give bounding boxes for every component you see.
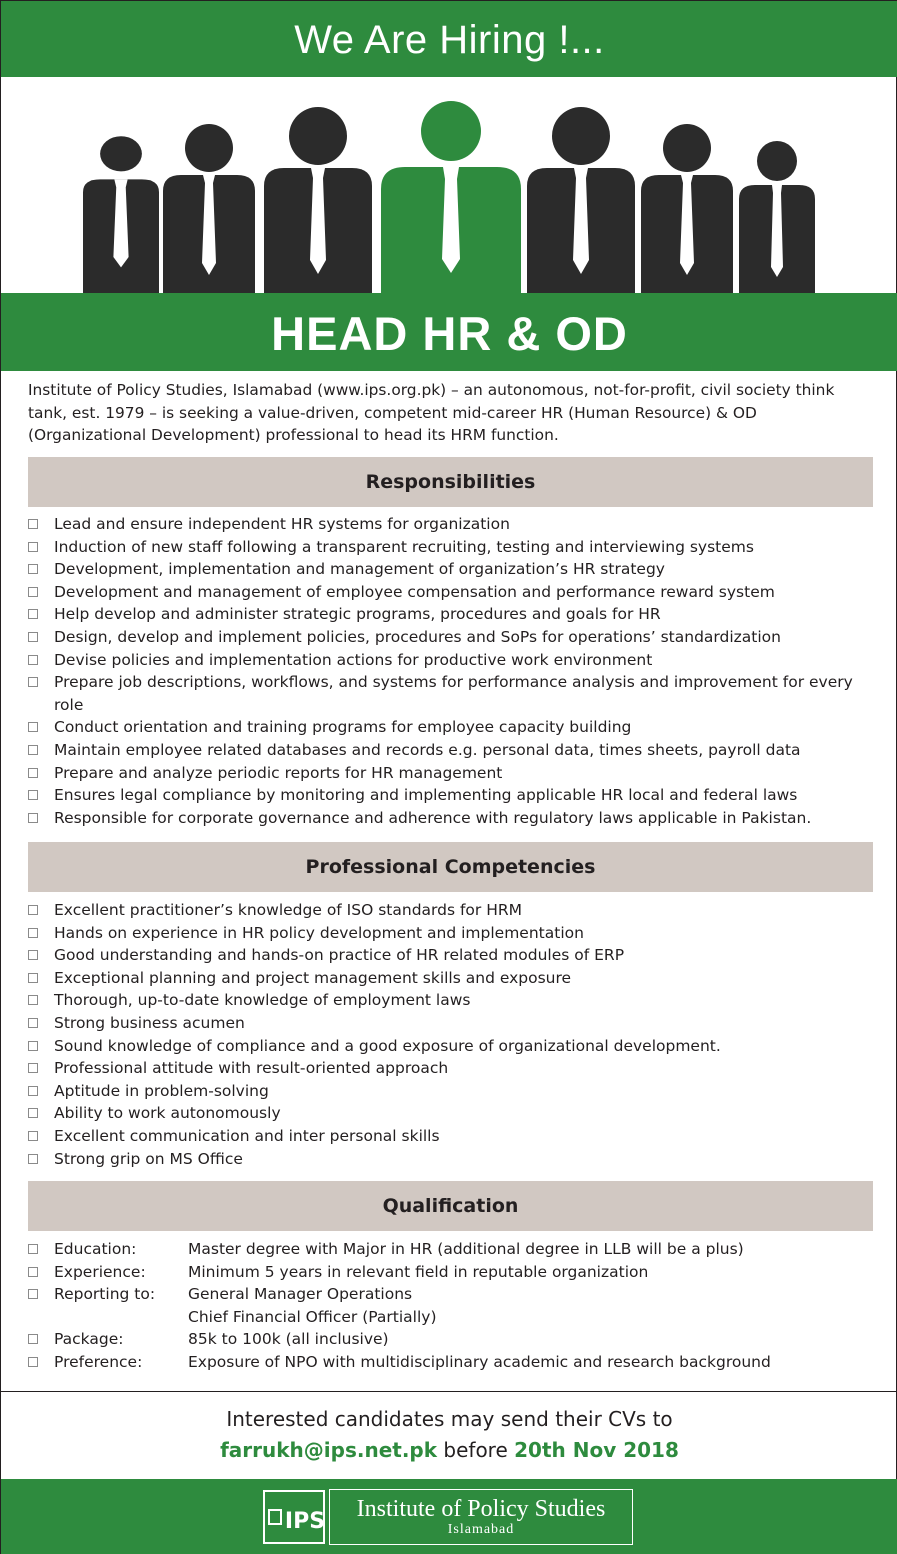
checkbox-icon bbox=[28, 1267, 38, 1277]
list-item: Thorough, up-to-date knowledge of employment laws bbox=[28, 989, 873, 1012]
checkbox-icon bbox=[28, 790, 38, 800]
org-logo bbox=[329, 1489, 633, 1545]
list-item: Good understanding and hands-on practice of HR related modules of ERP bbox=[28, 944, 873, 967]
person-icon bbox=[264, 107, 372, 296]
list-item: Hands on experience in HR policy development and implementation bbox=[28, 922, 873, 945]
list-item bbox=[28, 1238, 873, 1261]
list-item bbox=[28, 1283, 873, 1328]
person-icon bbox=[83, 136, 159, 293]
person-icon bbox=[739, 141, 815, 296]
list-item: Professional attitude with result-oriented approach bbox=[28, 1057, 873, 1080]
list-item: Prepare and analyze periodic reports for HR management bbox=[28, 762, 873, 785]
org-name: Institute of Policy Studies bbox=[356, 1496, 606, 1522]
checkbox-icon bbox=[28, 905, 38, 915]
qualification-value: Exposure of NPO with multidisciplinary academic and research background bbox=[188, 1352, 771, 1371]
checkbox-icon bbox=[28, 1041, 38, 1051]
cta-connector: before bbox=[437, 1438, 515, 1462]
checkbox-icon bbox=[28, 1334, 38, 1344]
list-item: Responsible for corporate governance and adherence with regulatory laws applicable in Pakistan. bbox=[28, 807, 873, 830]
competencies-list bbox=[28, 899, 873, 1170]
checkbox-icon bbox=[28, 722, 38, 732]
checkbox-icon bbox=[28, 973, 38, 983]
list-item: Prepare job descriptions, workflows, and systems for performance analysis and improvement for every role bbox=[28, 671, 873, 716]
checkbox-icon bbox=[28, 1063, 38, 1073]
checkbox-icon bbox=[28, 1244, 38, 1254]
cta-contact bbox=[1, 1435, 897, 1466]
checkbox-icon bbox=[28, 928, 38, 938]
list-item: Aptitude in problem-solving bbox=[28, 1080, 873, 1103]
checkbox-icon bbox=[28, 1154, 38, 1164]
person-icon bbox=[163, 124, 255, 293]
checkbox-icon bbox=[28, 655, 38, 665]
qualification-label: Preference: bbox=[54, 1352, 143, 1371]
list-item: Exceptional planning and project management skills and exposure bbox=[28, 967, 873, 990]
cta-line: Interested candidates may send their CVs to bbox=[226, 1407, 673, 1431]
list-item bbox=[28, 1351, 873, 1374]
list-item: Strong grip on MS Office bbox=[28, 1148, 873, 1171]
qualification-value: General Manager Operations Chief Financial Officer (Partially) bbox=[188, 1285, 437, 1326]
checkbox-icon bbox=[28, 745, 38, 755]
checkbox-icon bbox=[28, 677, 38, 687]
qualification-list bbox=[28, 1238, 873, 1374]
list-item: Lead and ensure independent HR systems for organization bbox=[28, 513, 873, 536]
team-illustration bbox=[81, 101, 821, 296]
list-item: Induction of new staff following a transparent recruiting, testing and interviewing systems bbox=[28, 536, 873, 559]
responsibilities-heading: Responsibilities bbox=[28, 457, 873, 507]
checkbox-icon bbox=[28, 1289, 38, 1299]
checkbox-icon bbox=[28, 1357, 38, 1367]
list-item bbox=[28, 1261, 873, 1284]
checkbox-icon bbox=[28, 768, 38, 778]
call-to-action bbox=[1, 1404, 897, 1466]
footer bbox=[1, 1479, 897, 1554]
qualification-heading: Qualification bbox=[28, 1181, 873, 1231]
list-item: Excellent practitioner’s knowledge of ISO standards for HRM bbox=[28, 899, 873, 922]
checkbox-icon bbox=[28, 950, 38, 960]
checkbox-icon bbox=[28, 1018, 38, 1028]
list-item: Help develop and administer strategic programs, procedures and goals for HR bbox=[28, 603, 873, 626]
divider bbox=[1, 1391, 897, 1392]
competencies-heading: Professional Competencies bbox=[28, 842, 873, 892]
checkbox-icon bbox=[28, 1086, 38, 1096]
job-title: HEAD HR & OD bbox=[1, 293, 897, 371]
list-item: Sound knowledge of compliance and a good exposure of organizational development. bbox=[28, 1035, 873, 1058]
qualification-value: Minimum 5 years in relevant field in reputable organization bbox=[188, 1262, 649, 1281]
list-item: Design, develop and implement policies, procedures and SoPs for operations’ standardization bbox=[28, 626, 873, 649]
deadline-date: 20th Nov 2018 bbox=[514, 1438, 679, 1462]
org-city: Islamabad bbox=[447, 1522, 515, 1537]
checkbox-icon bbox=[28, 542, 38, 552]
person-icon bbox=[641, 124, 733, 293]
list-item bbox=[28, 1328, 873, 1351]
checkbox-icon bbox=[28, 813, 38, 823]
list-item: Conduct orientation and training programs for employee capacity building bbox=[28, 716, 873, 739]
list-item: Development, implementation and management of organization’s HR strategy bbox=[28, 558, 873, 581]
person-icon bbox=[527, 107, 635, 296]
checkbox-icon bbox=[28, 587, 38, 597]
email-link[interactable]: farrukh@ips.net.pk bbox=[220, 1438, 438, 1462]
checkbox-icon bbox=[28, 1131, 38, 1141]
list-item: Ensures legal compliance by monitoring and implementing applicable HR local and federal laws bbox=[28, 784, 873, 807]
checkbox-icon bbox=[28, 995, 38, 1005]
list-item: Development and management of employee compensation and performance reward system bbox=[28, 581, 873, 604]
ips-logo-icon bbox=[263, 1490, 325, 1544]
checkbox-icon bbox=[28, 632, 38, 642]
list-item: Excellent communication and inter personal skills bbox=[28, 1125, 873, 1148]
qualification-label: Reporting to: bbox=[54, 1285, 156, 1304]
hiring-banner: We Are Hiring !... bbox=[1, 1, 897, 77]
qualification-value: 85k to 100k (all inclusive) bbox=[188, 1330, 389, 1349]
qualification-value: Master degree with Major in HR (additional degree in LLB will be a plus) bbox=[188, 1240, 744, 1258]
list-item: Strong business acumen bbox=[28, 1012, 873, 1035]
checkbox-icon bbox=[28, 609, 38, 619]
list-item: Devise policies and implementation actions for productive work environment bbox=[28, 649, 873, 672]
list-item: Ability to work autonomously bbox=[28, 1102, 873, 1125]
checkbox-icon bbox=[28, 564, 38, 574]
logo-letters: IPS bbox=[284, 1509, 325, 1534]
person-icon bbox=[381, 101, 521, 296]
qualification-label: Education: bbox=[54, 1240, 137, 1258]
qualification-label: Experience: bbox=[54, 1262, 146, 1281]
list-item: Maintain employee related databases and records e.g. personal data, times sheets, payroll data bbox=[28, 739, 873, 762]
checkbox-icon bbox=[28, 519, 38, 529]
intro-paragraph: Institute of Policy Studies, Islamabad (www.ips.org.pk) – an autonomous, not-for-profit, civil society think tank, est. 1979 – is seeking a value-driven, competent mid-career HR (Human Resource) & OD (Organizational Development) professional to head its HRM function. bbox=[28, 381, 835, 445]
checkbox-icon bbox=[28, 1108, 38, 1118]
qualification-label: Package: bbox=[54, 1330, 124, 1349]
responsibilities-list bbox=[28, 513, 873, 829]
